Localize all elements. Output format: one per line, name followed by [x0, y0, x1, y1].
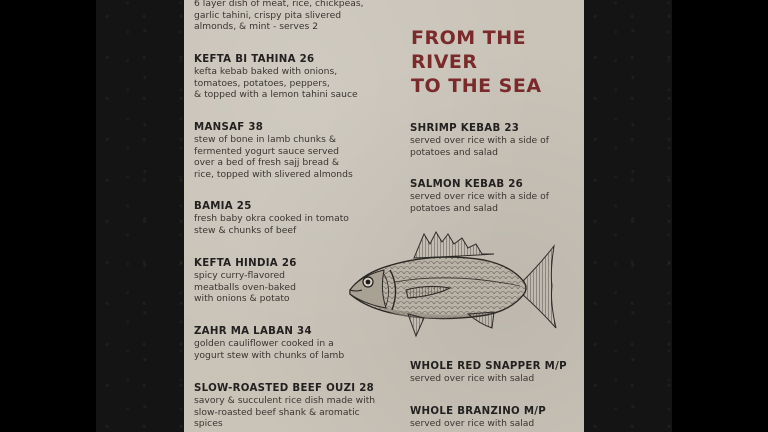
- menu-item-desc-line: with onions & potato: [194, 293, 290, 305]
- menu-item-name: WHOLE BRANZINO M/P: [410, 406, 547, 417]
- section-title-line: TO THE SEA: [411, 75, 542, 97]
- menu-item-desc-line: fermented yogurt sauce served: [194, 145, 339, 157]
- menu-item-desc-line: fresh baby okra cooked in tomato: [194, 213, 349, 224]
- menu-item-name: ZAHR MA LABAN 34: [194, 326, 312, 337]
- fish-illustration-icon: [344, 224, 566, 346]
- table-surface-right: [584, 0, 672, 432]
- menu-item-desc-line: spices: [194, 418, 223, 430]
- menu-item-desc-line: savory & succulent rice dish made with: [194, 395, 376, 406]
- letterbox-left: [0, 0, 96, 432]
- menu-item-desc-line: served over rice with a side of: [410, 135, 549, 146]
- menu-item-desc-line: slow-roasted beef shank & aromatic: [194, 406, 360, 418]
- letterbox-right: [672, 0, 768, 432]
- menu-item-whole-branzino: [410, 406, 580, 430]
- menu-item-desc-line: potatoes and salad: [410, 202, 498, 214]
- menu-item-name: SHRIMP KEBAB 23: [410, 123, 520, 134]
- menu-item-left-0: [194, 0, 384, 33]
- menu-item-desc-line: & topped with a lemon tahini sauce: [194, 89, 358, 101]
- menu-item-mansaf: [194, 122, 384, 180]
- menu-item-desc-line: tomatoes, potatoes, peppers,: [194, 77, 330, 89]
- menu-item-desc-line: kefta kebab baked with onions,: [194, 66, 338, 77]
- menu-item-desc-line: potatoes and salad: [410, 146, 498, 158]
- menu-item-desc-line: meatballs oven-baked: [194, 281, 296, 293]
- menu-item-name: WHOLE RED SNAPPER M/P: [410, 361, 567, 372]
- menu-item-desc-line: served over rice with salad: [410, 373, 535, 384]
- menu-item-desc-line: spicy curry-flavored: [194, 270, 285, 281]
- menu-page: [184, 0, 584, 432]
- section-title: [411, 26, 581, 98]
- menu-item-name: MANSAF 38: [194, 122, 264, 133]
- menu-item-name: BAMIA 25: [194, 201, 252, 212]
- menu-item-kefta-bi-tahina: [194, 54, 384, 101]
- menu-item-desc-line: rice, topped with slivered almonds: [194, 168, 353, 180]
- menu-item-name: SALMON KEBAB 26: [410, 179, 524, 190]
- table-surface-left: [96, 0, 184, 432]
- menu-item-desc-line: almonds, & mint - serves 2: [194, 21, 319, 33]
- menu-item-whole-red-snapper: [410, 361, 580, 385]
- menu-item-desc-line: stew of bone in lamb chunks &: [194, 134, 336, 145]
- menu-item-desc-line: yogurt stew with chunks of lamb: [194, 349, 345, 361]
- section-title-line: RIVER: [411, 51, 478, 73]
- menu-item-desc-line: served over rice with salad: [410, 418, 535, 429]
- menu-item-name: KEFTA HINDIA 26: [194, 258, 297, 269]
- menu-item-desc-line: served over rice with a side of: [410, 191, 549, 202]
- menu-item-desc-line: golden cauliflower cooked in a: [194, 338, 334, 349]
- menu-item-desc-line: garlic tahini, crispy pita slivered: [194, 9, 342, 21]
- menu-item-name: SLOW-ROASTED BEEF OUZI 28: [194, 383, 375, 394]
- menu-item-desc-line: stew & chunks of beef: [194, 224, 297, 236]
- menu-item-shrimp-kebab: [410, 123, 580, 158]
- section-title-line: FROM THE: [411, 27, 527, 49]
- menu-item-desc-line: over a bed of fresh sajj bread &: [194, 157, 340, 169]
- menu-item-salmon-kebab: [410, 179, 580, 214]
- menu-item-beef-ouzi: [194, 383, 384, 430]
- menu-item-desc-line: 6 layer dish of meat, rice, chickpeas,: [194, 0, 364, 9]
- menu-item-name: KEFTA BI TAHINA 26: [194, 54, 315, 65]
